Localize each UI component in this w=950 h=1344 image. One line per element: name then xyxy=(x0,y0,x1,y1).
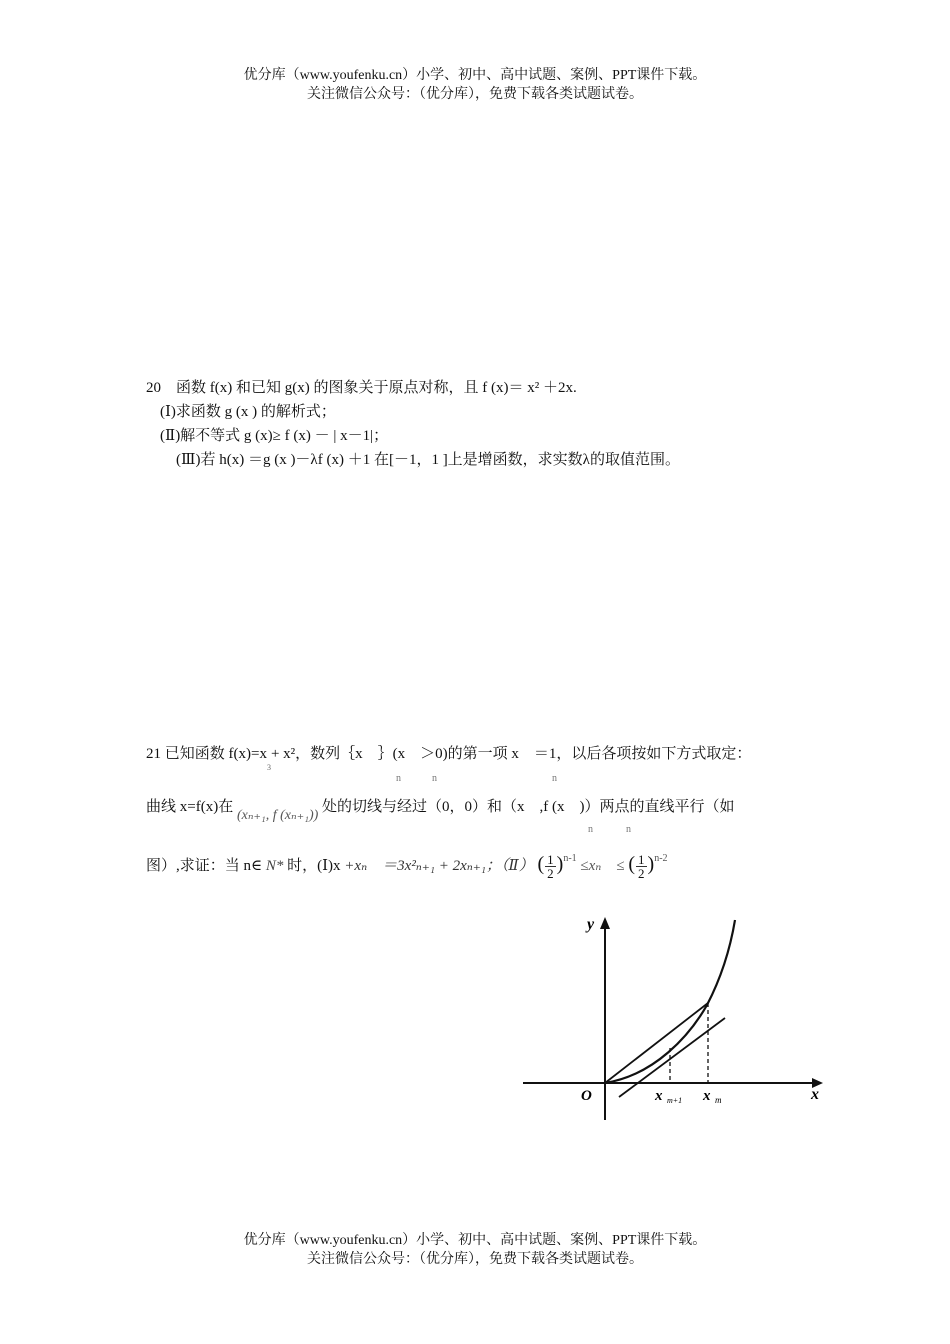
q20-part-3: (Ⅲ)若 h(x) ＝g (x )－λf (x) ＋1 在[－1，1 ]上是增函数，求实数λ的取值范围。 xyxy=(176,452,680,468)
q20-stem: 20 函数 f(x) 和已知 g(x) 的图象关于原点对称，且 f (x)＝ x² ＋2x. xyxy=(146,380,577,396)
header-line-1: 优分库（www.youfenku.cn）小学、初中、高中试题、案例、PPT课件下载。 xyxy=(243,68,707,83)
q21-line-3-b: 时，(Ⅰ)x xyxy=(287,858,341,874)
q21-frac-2: $\frac{1}{2}$ xyxy=(638,852,645,882)
footer-line-1: 优分库（www.youfenku.cn）小学、初中、高中试题、案例、PPT课件下载。 xyxy=(243,1233,707,1248)
xm1-label: x xyxy=(655,1088,663,1104)
q20-part-2: (Ⅱ)解不等式 g (x)≥ f (x) － | x－1|； xyxy=(160,428,389,444)
q21-line-3: 图）,求证：当 n∈ N* 时，(Ⅰ)x +xₙ ＝3x²ₙ₊₁ + 2xₙ₊₁；（Ⅱ） ( $\frac{1}{2}$ )$^{n-1}$ ≤xₙ ≤ ( $\frac{1}{2}$ )$^{n-2}$ xyxy=(146,852,668,882)
xm-label: x xyxy=(703,1088,711,1104)
q21-line-1 xyxy=(146,742,752,772)
q21-line-2-a: 曲线 x=f(x)在 xyxy=(146,799,234,815)
y-label: y xyxy=(587,916,595,933)
q21-line-1-a: 21 已知函数 f(x)=x xyxy=(146,746,267,762)
xm-sub: m xyxy=(715,1095,722,1105)
q21-sub-n-1: n xyxy=(396,773,401,784)
q21-sub-n-5: n xyxy=(626,824,631,835)
origin-label: O xyxy=(581,1088,592,1104)
q21-set: N* xyxy=(265,858,284,874)
xm1-sub: m+1 xyxy=(667,1096,683,1105)
q21-line-3-a: 图）,求证：当 n∈ xyxy=(146,858,263,874)
q21-figure xyxy=(515,905,835,1130)
footer-line-2: 关注微信公众号：（优分库），免费下载各类试题试卷。 xyxy=(307,1252,643,1267)
q21-exp3: 3 xyxy=(266,763,271,772)
q21-mid: ≤xₙ ≤ xyxy=(580,858,625,874)
q21-line-2-b: 处的切线与经过（0，0）和（x ,f (x )）两点的直线平行（如 xyxy=(322,799,735,815)
q21-line-1-b: + x²，数列｛x ｝(x ＞0)的第一项 x ＝1，以后各项按如下方式取定： xyxy=(270,746,752,762)
q21-sub-n-2: n xyxy=(432,773,437,784)
y-axis-arrow-icon xyxy=(600,917,610,929)
x-label: x xyxy=(811,1086,819,1103)
q21-sub-n-3: n xyxy=(552,773,557,784)
q21-line-2 xyxy=(146,795,735,823)
q21-eq: +xₙ ＝3x²ₙ₊₁ + 2xₙ₊₁；（Ⅱ） xyxy=(344,858,534,874)
q20-part-1: (Ⅰ)求函数 g (x ) 的解析式； xyxy=(160,404,336,420)
q21-sub-n-4: n xyxy=(588,824,593,835)
header-line-2: 关注微信公众号：（优分库），免费下载各类试题试卷。 xyxy=(307,87,643,102)
q21-exp-2: n-2 xyxy=(654,853,668,864)
q21-exp-1: n-1 xyxy=(563,853,577,864)
q21-point: (xₙ₊₁, f (xₙ₊₁)) xyxy=(236,808,319,823)
q21-frac-1: $\frac{1}{2}$ xyxy=(547,852,554,882)
